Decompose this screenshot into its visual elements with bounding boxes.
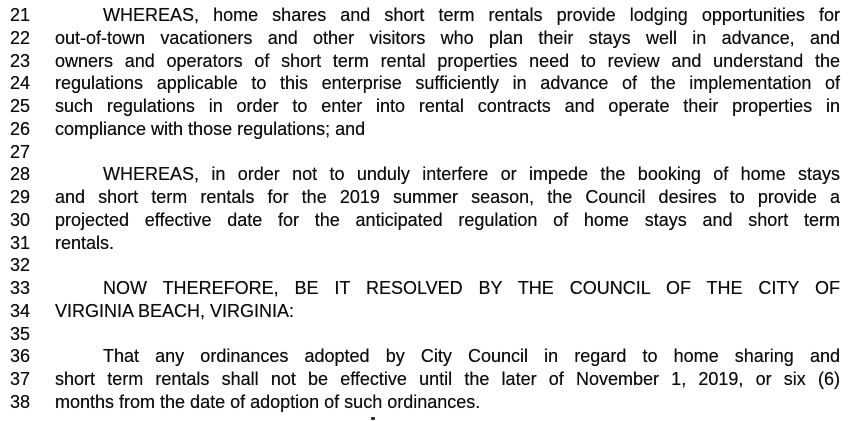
line-text: regulations applicable to this enterprise sufficiently in advance of the implementation of xyxy=(55,73,840,94)
document-line xyxy=(0,323,868,346)
line-number: 34 xyxy=(10,300,31,321)
line-number: 25 xyxy=(10,96,31,116)
line-number: 29 xyxy=(10,187,31,207)
line-text: and short term rentals for the 2019 summer season, the Council desires to provide a xyxy=(55,187,840,207)
document-line xyxy=(0,72,868,95)
document-line xyxy=(0,4,868,27)
line-text: compliance with those regulations; and xyxy=(55,118,366,139)
document-line xyxy=(0,118,868,141)
line-text xyxy=(55,141,840,164)
line-text xyxy=(55,254,840,277)
line-text: That any ordinances adopted by City Council in regard to home sharing and xyxy=(103,346,840,367)
line-text: WHEREAS, home shares and short term rentals provide lodging opportunities for xyxy=(103,5,840,25)
document-line xyxy=(0,186,868,209)
document-line xyxy=(0,232,868,255)
line-number: 30 xyxy=(10,209,31,230)
line-text: owners and operators of short term rental properties need to review and understand the xyxy=(55,50,840,71)
scan-speck-artifact xyxy=(371,417,375,420)
line-number: 37 xyxy=(10,369,31,389)
line-text xyxy=(55,323,840,346)
document-line xyxy=(0,391,868,414)
line-number: 35 xyxy=(10,323,31,344)
line-text: out-of-town vacationers and other visitors who plan their stays well in advance, and xyxy=(55,27,840,48)
document-line xyxy=(0,163,868,186)
document-line xyxy=(0,95,868,118)
document-line xyxy=(0,141,868,164)
line-number: 38 xyxy=(10,391,31,412)
document-line xyxy=(0,27,868,50)
line-number: 22 xyxy=(10,27,31,48)
document-line xyxy=(0,50,868,73)
line-text: WHEREAS, in order not to unduly interfere or impede the booking of home stays xyxy=(103,164,840,185)
line-number: 36 xyxy=(10,346,31,367)
line-text: short term rentals shall not be effective until the later of November 1, 2019, or six (6) xyxy=(55,369,840,389)
line-number: 26 xyxy=(10,118,31,139)
line-number: 27 xyxy=(10,141,31,162)
line-number: 24 xyxy=(10,73,31,94)
line-text: VIRGINIA BEACH, VIRGINIA: xyxy=(55,300,295,321)
line-number: 33 xyxy=(10,278,31,298)
document-line xyxy=(0,368,868,391)
line-number: 31 xyxy=(10,232,31,253)
line-number: 21 xyxy=(10,5,31,25)
line-text: such regulations in order to enter into rental contracts and operate their properties in xyxy=(55,96,840,116)
line-number: 28 xyxy=(10,164,31,185)
document-line xyxy=(0,254,868,277)
line-number: 23 xyxy=(10,50,31,71)
line-text: projected effective date for the anticipated regulation of home stays and short term xyxy=(55,209,840,230)
line-text: NOW THEREFORE, BE IT RESOLVED BY THE COUNCIL OF THE CITY OF xyxy=(103,278,840,298)
document-line xyxy=(0,300,868,323)
line-text: rentals. xyxy=(55,232,115,253)
document-line xyxy=(0,345,868,368)
document-line xyxy=(0,277,868,300)
document-body xyxy=(0,4,868,414)
document-line xyxy=(0,209,868,232)
line-text: months from the date of adoption of such ordinances. xyxy=(55,391,481,412)
line-number: 32 xyxy=(10,255,31,276)
